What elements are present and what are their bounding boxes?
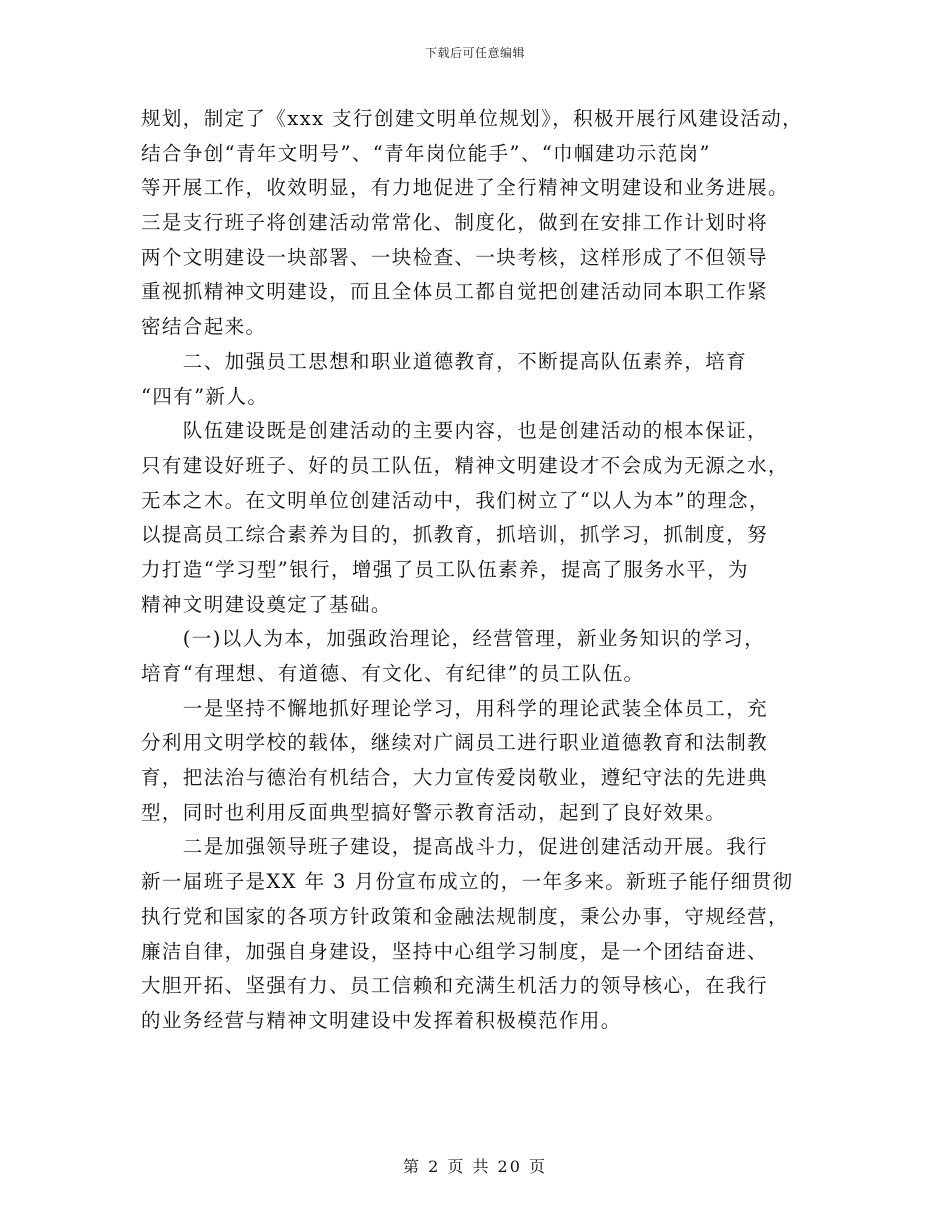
text-line: 廉洁自律，加强自身建设，坚持中心组学习制度，是一个团结奋进、 — [141, 939, 769, 963]
text-line: 大胆开拓、坚强有力、员工信赖和充满生机活力的领导核心，在我行 — [141, 974, 769, 998]
text-line: 规划，制定了《xxx 支行创建文明单位规划》，积极开展行风建设活动， — [141, 107, 804, 130]
text-line: 重视抓精神文明建设，而且全体员工都自觉把创建活动同本职工作紧 — [141, 280, 769, 304]
text-line: 以提高员工综合素养为目的，抓教育，抓培训，抓学习，抓制度，努 — [141, 523, 769, 547]
text-line: 等开展工作，收效明显，有力地促进了全行精神文明建设和业务进展。 — [141, 176, 789, 200]
text-line: 密结合起来。 — [141, 315, 267, 339]
page-number: 第 2 页 共 20 页 — [403, 1157, 547, 1176]
text-line: 力打造“学习型”银行，增强了员工队伍素养，提高了服务水平，为 — [141, 557, 749, 581]
text-line: 无本之木。在文明单位创建活动中，我们树立了“以人为本”的理念， — [141, 488, 770, 512]
text-line: 的业务经营与精神文明建设中发挥着积极模范作用。 — [141, 1008, 622, 1032]
text-line: 二是加强领导班子建设，提高战斗力，促进创建活动开展。我行 — [141, 835, 769, 859]
text-line: 两个文明建设一块部署、一块检查、一块考核，这样形成了不但领导 — [141, 245, 769, 269]
subsection-heading-line: 培育“有理想、有道德、有文化、有纪律”的员工队伍。 — [141, 662, 645, 685]
text-line: 只有建设好班子、好的员工队伍，精神文明建设才不会成为无源之水， — [141, 453, 789, 477]
section-heading-line: “四有”新人。 — [141, 384, 269, 408]
text-line: 育，把法治与德治有机结合，大力宣传爱岗敬业，遵纪守法的先进典 — [141, 766, 769, 790]
text-line: 执行党和国家的各项方针政策和金融法规制度，秉公办事，守规经营， — [141, 904, 789, 928]
text-line: 三是支行班子将创建活动常常化、制度化，做到在安排工作计划时将 — [141, 211, 769, 235]
page-header: 下载后可任意编辑 — [424, 46, 525, 60]
section-heading-line: 二、加强员工思想和职业道德教育，不断提高队伍素养，培育 — [141, 349, 748, 373]
text-line: 分利用文明学校的载体，继续对广阔员工进行职业道德教育和法制教 — [141, 731, 769, 755]
text-line: 一是坚持不懈地抓好理论学习，用科学的理论武装全体员工，充 — [141, 696, 769, 720]
document-body — [141, 102, 841, 1039]
text-line: 新一届班子是XX 年 3 月份宣布成立的，一年多来。新班子能仔细贯彻 — [141, 870, 794, 894]
text-line: 结合争创“青年文明号”、“青年岗位能手”、“巾帼建功示范岗” — [141, 141, 711, 165]
subsection-heading-line: (一)以人为本，加强政治理论，经营管理，新业务知识的学习， — [141, 627, 766, 651]
text-line: 精神文明建设奠定了基础。 — [141, 592, 392, 616]
text-line: 型，同时也利用反面典型搞好警示教育活动，起到了良好效果。 — [141, 800, 727, 824]
text-line: 队伍建设既是创建活动的主要内容，也是创建活动的根本保证， — [141, 419, 769, 443]
